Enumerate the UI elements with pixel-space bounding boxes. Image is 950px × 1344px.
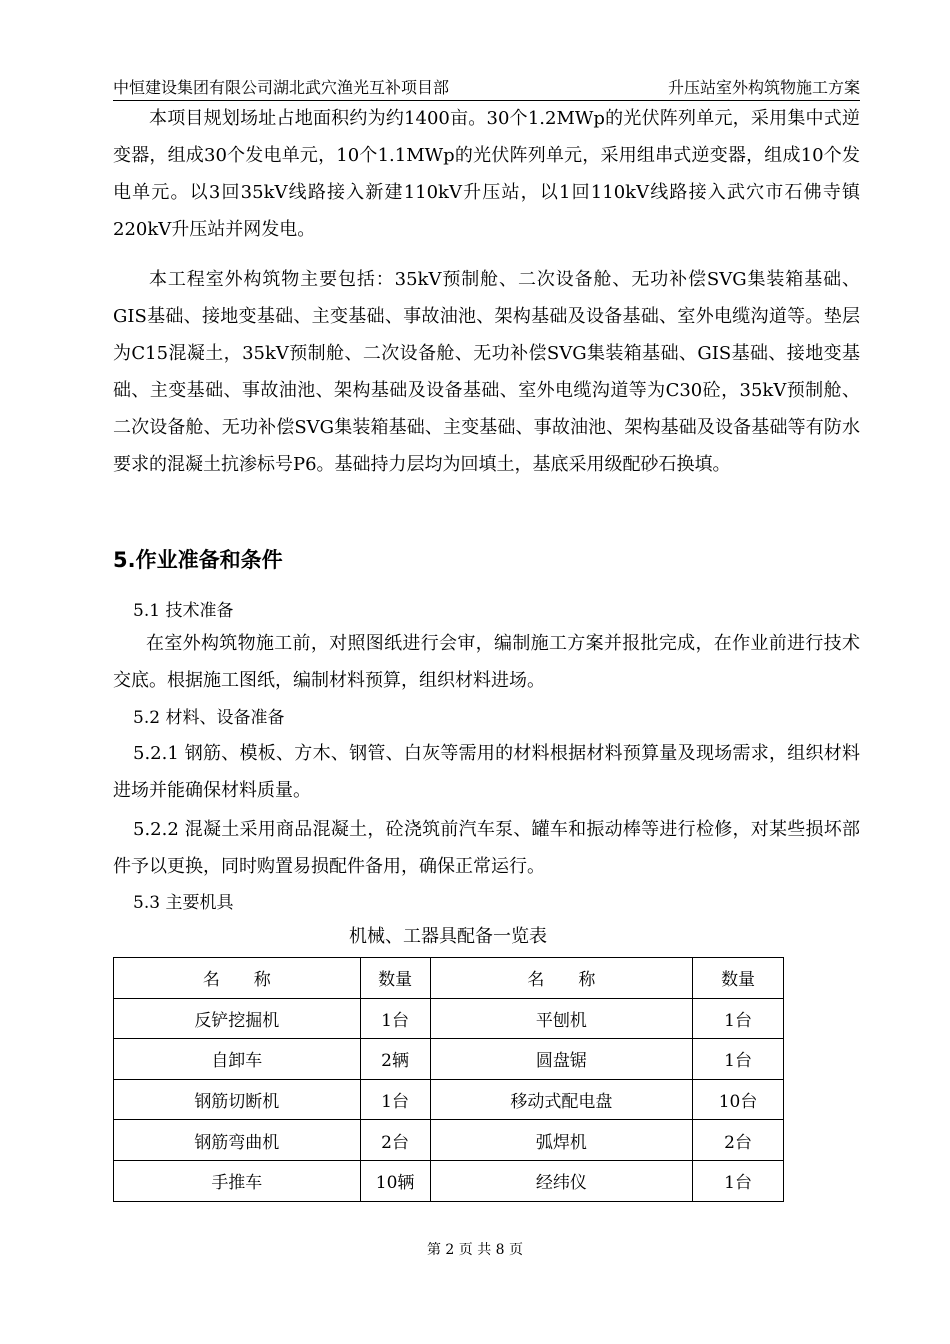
structures-paragraph: 本工程室外构筑物主要包括：35kV预制舱、二次设备舱、无功补偿SVG集装箱基础、GIS基础、接地变基础、主变基础、事故油池、架构基础及设备基础、室外电缆沟道等。垫层为C15混凝土，35kV预制舱、二次设备舱、无功补偿SVG集装箱基础、GIS基础、接地变基础、主变基础、事故油池、架构基础及设备基础、室外电缆沟道等为C30砼，35kV预制舱、二次设备舱、无功补偿SVG集装箱基础、主变基础、事故油池、架构基础及设备基础等有防水要求的混凝土抗渗标号P6。基础持力层均为回填土，基底采用级配砂石换填。	[113, 269, 860, 475]
materials-paragraph-5-2-1: 5.2.1 钢筋、模板、方木、钢管、白灰等需用的材料根据材料预算量及现场需求，组织材料进场并能确保材料质量。	[113, 743, 860, 801]
header-name-2: 名 称	[430, 958, 693, 999]
table-row	[114, 998, 784, 1039]
cell-qty: 10台	[693, 1079, 784, 1120]
subsection-5-2-heading: 5.2 材料、设备准备	[133, 708, 285, 728]
table-row	[114, 1039, 784, 1080]
cell-name: 手推车	[114, 1160, 361, 1201]
subsection-5-1-heading: 5.1 技术准备	[133, 601, 234, 621]
cell-name: 弧焊机	[430, 1120, 693, 1161]
cell-name: 移动式配电盘	[430, 1079, 693, 1120]
header-name-1: 名 称	[114, 958, 361, 999]
page-header	[113, 76, 860, 101]
table-header-row	[114, 958, 784, 999]
table-row	[114, 1079, 784, 1120]
cell-qty: 1台	[360, 998, 430, 1039]
cell-name: 钢筋切断机	[114, 1079, 361, 1120]
project-overview-paragraph: 本项目规划场址占地面积约为约1400亩。30个1.2MWp的光伏阵列单元，采用集中式逆变器，组成30个发电单元，10个1.1MWp的光伏阵列单元，采用组串式逆变器，组成10个发电单元。以3回35kV线路接入新建110kV升压站，以1回110kV线路接入武穴市石佛寺镇220kV升压站并网发电。	[113, 108, 860, 240]
cell-qty: 1台	[693, 998, 784, 1039]
table-row	[114, 1160, 784, 1201]
page-number-footer: 第 2 页 共 8 页	[426, 1242, 524, 1258]
header-qty-2: 数量	[693, 958, 784, 999]
cell-qty: 2辆	[360, 1039, 430, 1080]
cell-qty: 1台	[693, 1160, 784, 1201]
cell-qty: 10辆	[360, 1160, 430, 1201]
header-qty-1: 数量	[360, 958, 430, 999]
cell-name: 平刨机	[430, 998, 693, 1039]
cell-name: 钢筋弯曲机	[114, 1120, 361, 1161]
section-5-heading: 5.作业准备和条件	[113, 548, 283, 572]
table-caption: 机械、工器具配备一览表	[349, 926, 547, 947]
table-row	[114, 1120, 784, 1161]
cell-name: 反铲挖掘机	[114, 998, 361, 1039]
equipment-paragraph-5-2-2: 5.2.2 混凝土采用商品混凝土，砼浇筑前汽车泵、罐车和振动棒等进行检修，对某些损坏部件予以更换，同时购置易损配件备用，确保正常运行。	[113, 819, 860, 877]
cell-name: 自卸车	[114, 1039, 361, 1080]
cell-qty: 1台	[693, 1039, 784, 1080]
equipment-table	[113, 957, 784, 1202]
cell-qty: 2台	[360, 1120, 430, 1161]
cell-name: 经纬仪	[430, 1160, 693, 1201]
cell-qty: 2台	[693, 1120, 784, 1161]
cell-qty: 1台	[360, 1079, 430, 1120]
header-doc-title: 升压站室外构筑物施工方案	[667, 78, 860, 97]
header-company: 中恒建设集团有限公司湖北武穴渔光互补项目部	[113, 78, 450, 97]
cell-name: 圆盘锯	[430, 1039, 693, 1080]
technical-preparation-paragraph: 在室外构筑物施工前，对照图纸进行会审，编制施工方案并报批完成，在作业前进行技术交底。根据施工图纸，编制材料预算，组织材料进场。	[113, 633, 860, 691]
subsection-5-3-heading: 5.3 主要机具	[133, 893, 234, 913]
